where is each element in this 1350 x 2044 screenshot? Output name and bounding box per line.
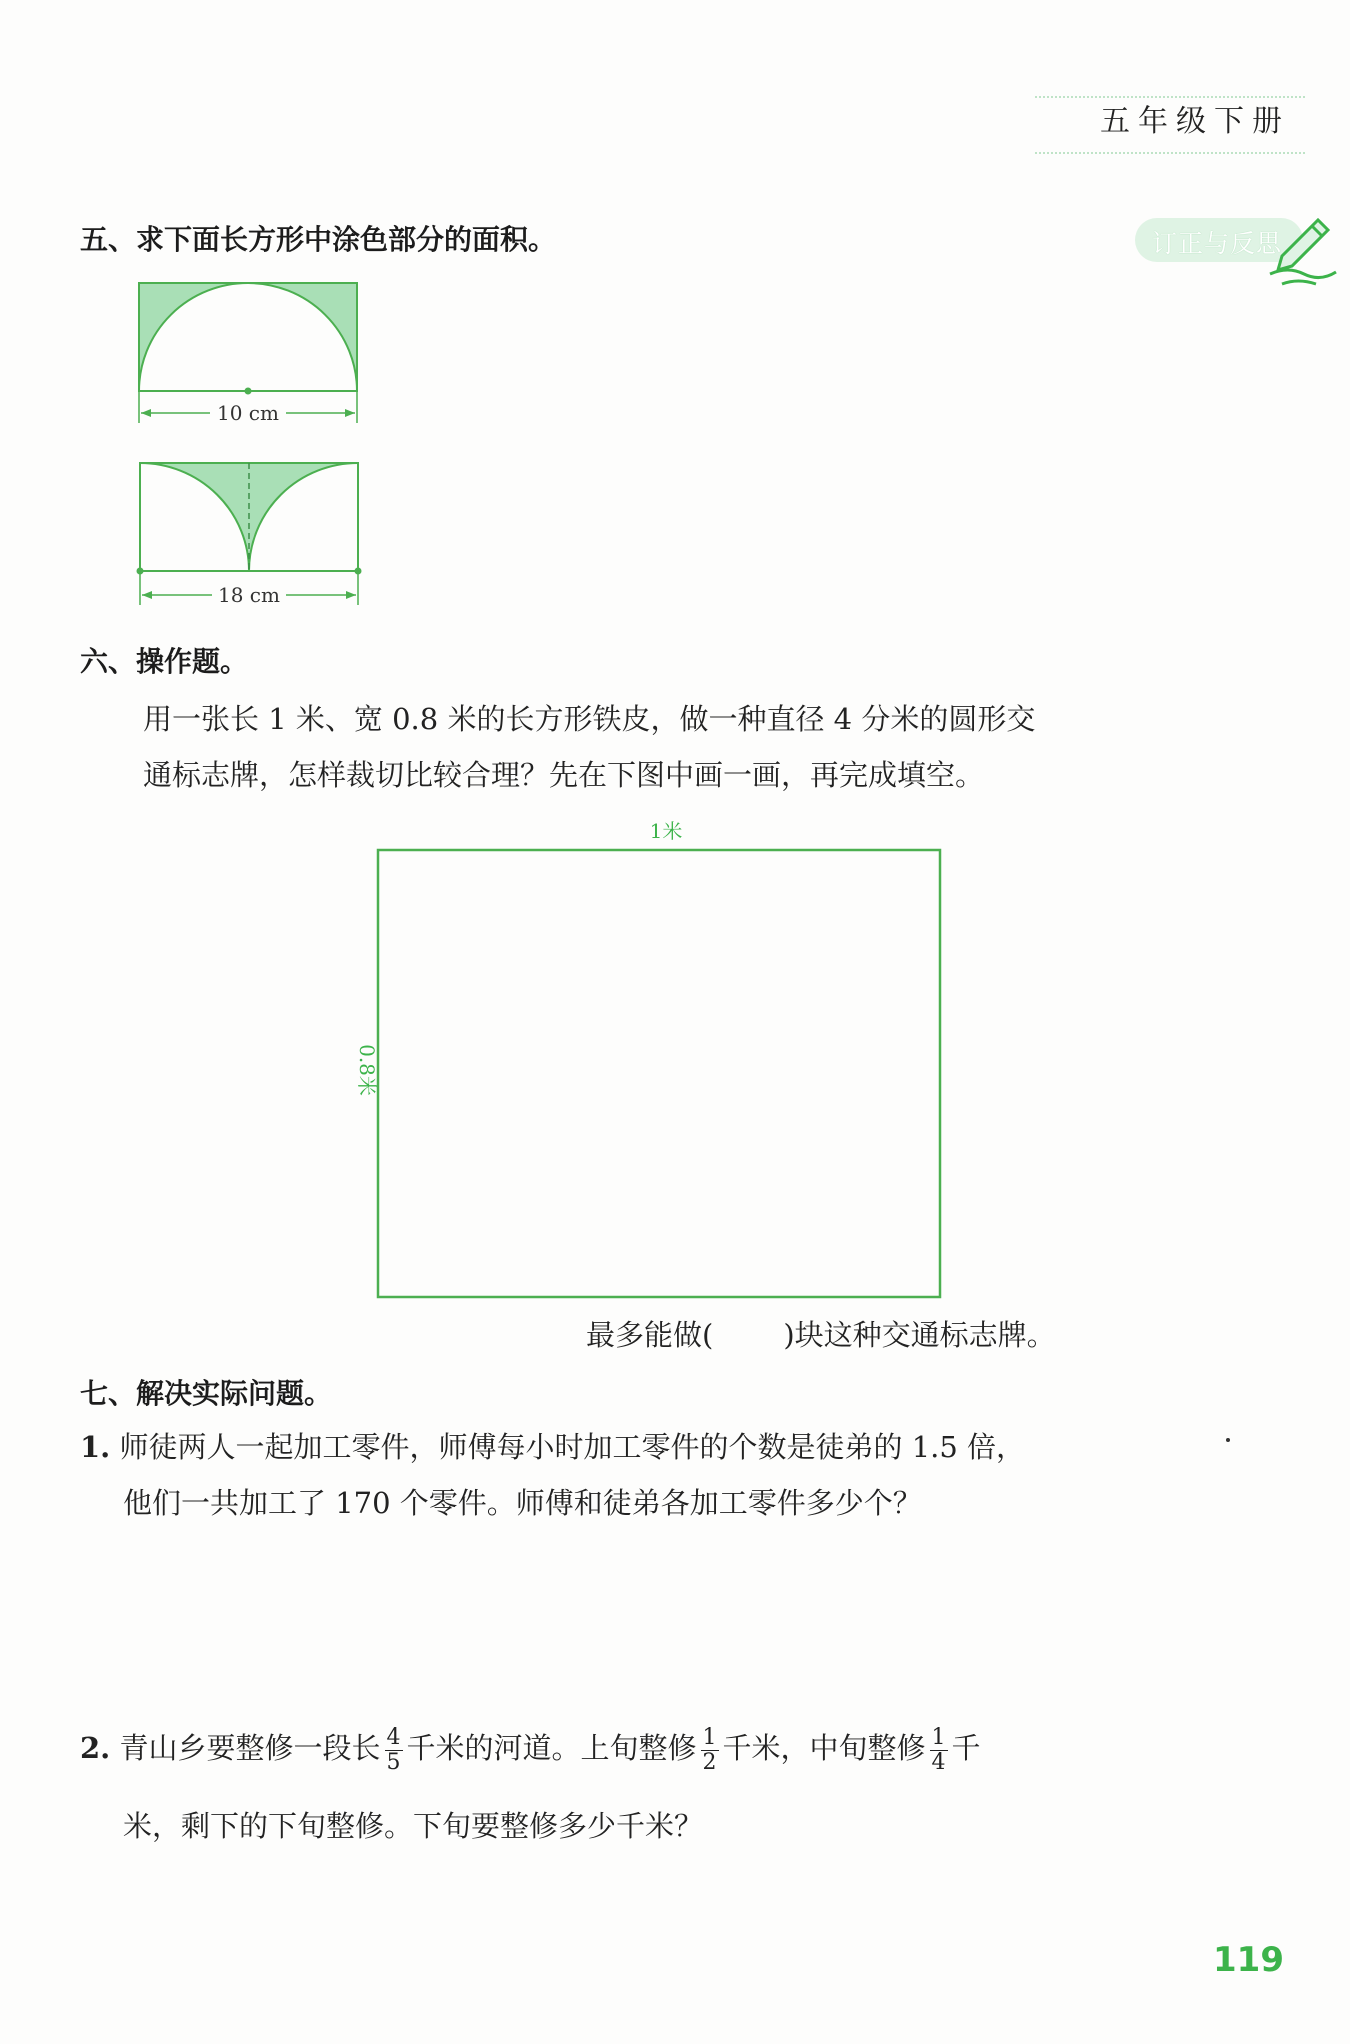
- pencil-icon: [1268, 208, 1338, 288]
- question2-line1: [80, 1716, 981, 1780]
- sheet-diagram[interactable]: [330, 810, 960, 1310]
- sheet-rectangle[interactable]: [378, 850, 940, 1297]
- question1-text1: 师徒两人一起加工零件，师傅每小时加工零件的个数是徒弟的 1.5 倍，: [119, 1430, 1026, 1464]
- question2-line2: 米，剩下的下旬整修。下旬要整修多少千米？: [123, 1809, 704, 1843]
- grade-label: 五年级下册: [1100, 104, 1290, 139]
- sheet-height-label: 0.8米: [355, 1044, 379, 1096]
- page-number: 119: [1213, 1940, 1284, 1980]
- question1-number: 1.: [80, 1430, 111, 1464]
- question2-number: 2.: [80, 1731, 111, 1765]
- section5-title: 五、求下面长方形中涂色部分的面积。: [80, 223, 557, 256]
- figure-quarter-arcs: [130, 455, 370, 615]
- question2-text-a: 青山乡要整修一段长: [119, 1731, 381, 1765]
- answer-prefix: 最多能做(: [586, 1318, 714, 1352]
- section7-title: 七、解决实际问题。: [80, 1377, 333, 1410]
- section6-line2: 通标志牌，怎样裁切比较合理？先在下图中画一画，再完成填空。: [143, 758, 985, 792]
- question2-text-c: 千米，中旬整修: [722, 1731, 926, 1765]
- fraction-four-fifths: $\frac{4}{5}$: [386, 1724, 401, 1775]
- margin-dot: [1226, 1438, 1230, 1442]
- answer-suffix: )块这种交通标志牌。: [783, 1318, 1056, 1352]
- fraction-one-half: $\frac{1}{2}$: [702, 1724, 717, 1775]
- figure-semicircle: [130, 275, 370, 435]
- figure2-label: 18 cm: [218, 583, 280, 607]
- question2-text-d: 千: [951, 1731, 981, 1765]
- fraction-one-quarter: $\frac{1}{4}$: [931, 1724, 946, 1775]
- section6-answer: [586, 1306, 1056, 1364]
- section6-line1: 用一张长 1 米、宽 0.8 米的长方形铁皮，做一种直径 4 分米的圆形交: [143, 702, 1036, 736]
- review-tag-label: 订正与反思: [1152, 229, 1283, 258]
- sheet-width-label: 1米: [649, 819, 683, 843]
- section6-title: 六、操作题。: [80, 645, 249, 678]
- figure1-label: 10 cm: [217, 401, 279, 425]
- question1-line1: [80, 1418, 1025, 1476]
- question2-text-b: 千米的河道。上旬整修: [406, 1731, 697, 1765]
- question1-line2: 他们一共加工了 170 个零件。师傅和徒弟各加工零件多少个？: [123, 1486, 922, 1520]
